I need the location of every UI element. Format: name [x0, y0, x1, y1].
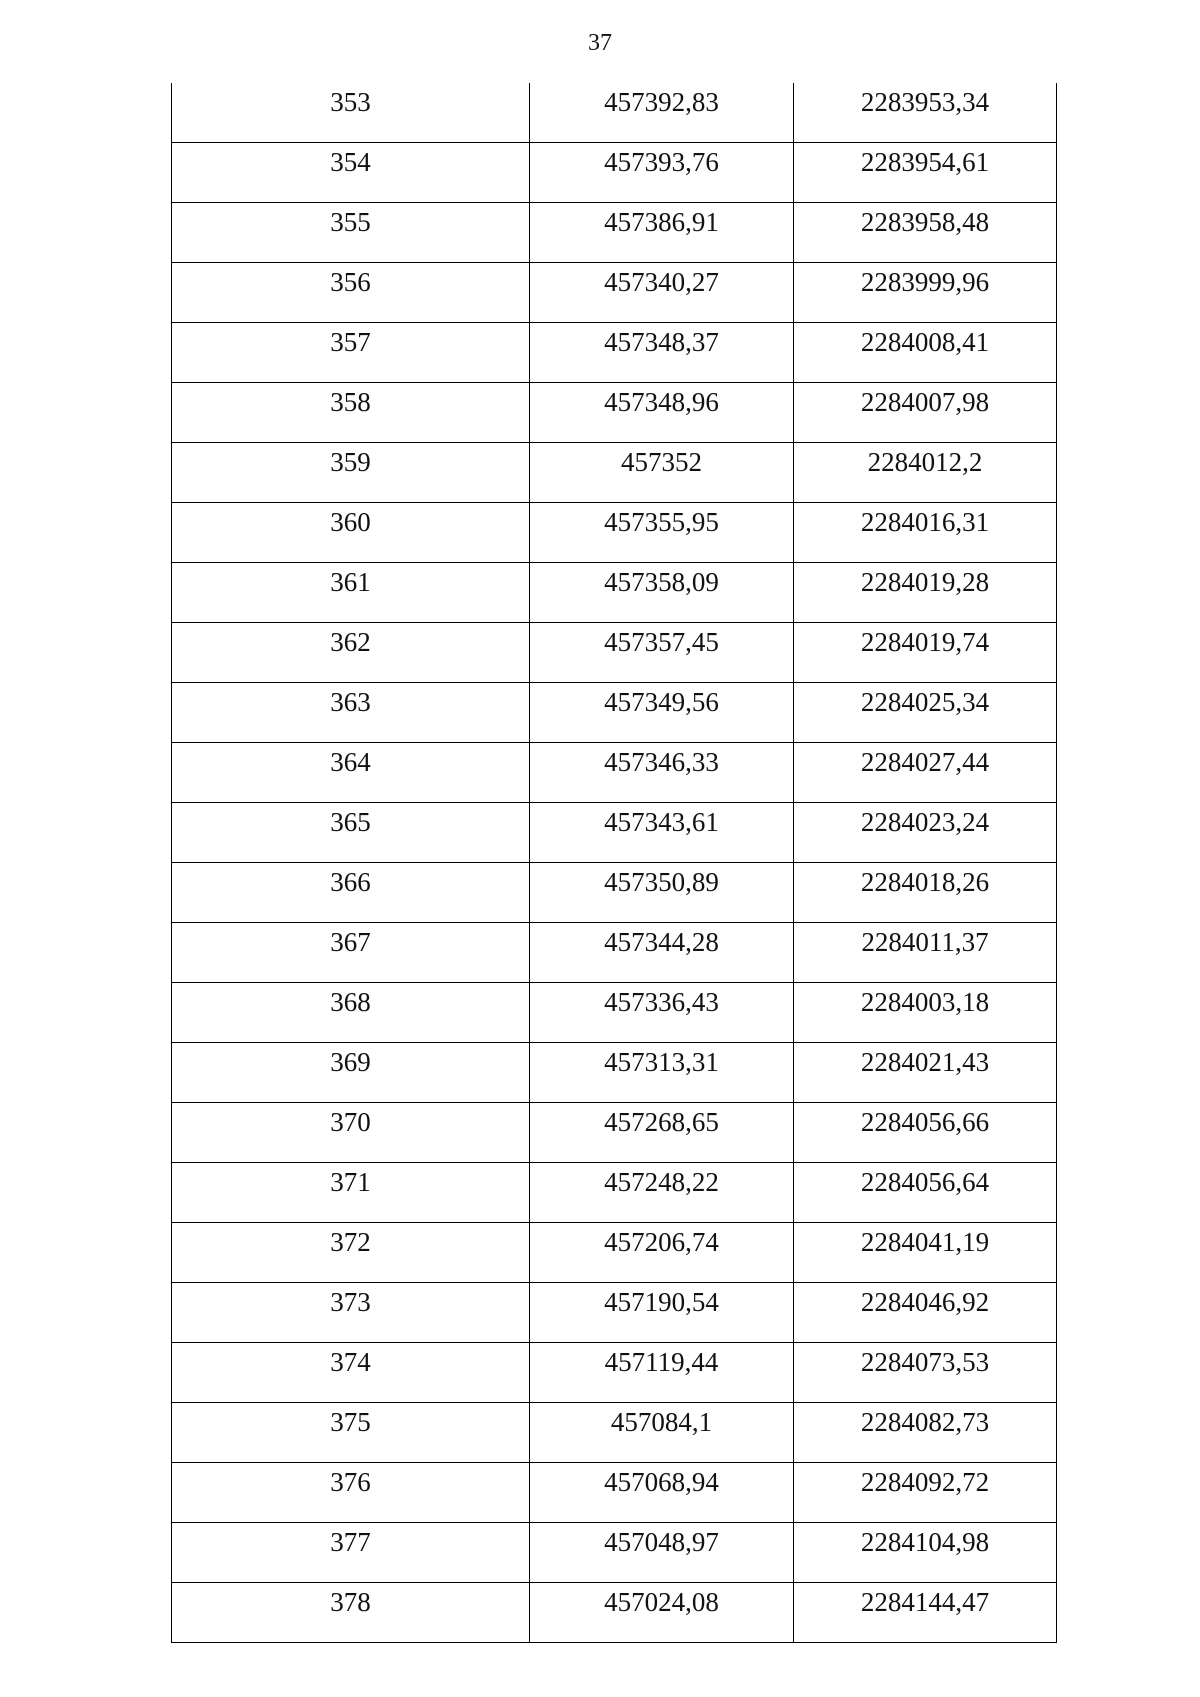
y-coordinate-cell: 2283953,34 [794, 83, 1057, 143]
point-number-cell: 356 [172, 263, 530, 323]
y-coordinate-cell: 2283958,48 [794, 203, 1057, 263]
point-number-cell: 365 [172, 803, 530, 863]
x-coordinate-cell: 457352 [530, 443, 794, 503]
x-coordinate-cell: 457048,97 [530, 1523, 794, 1583]
point-number-cell: 360 [172, 503, 530, 563]
table-row [172, 1223, 1057, 1283]
x-coordinate-cell: 457336,43 [530, 983, 794, 1043]
table-row [172, 1163, 1057, 1223]
y-coordinate-cell: 2284012,2 [794, 443, 1057, 503]
table-row [172, 1523, 1057, 1583]
point-number-cell: 378 [172, 1583, 530, 1643]
table-row [172, 1343, 1057, 1403]
x-coordinate-cell: 457358,09 [530, 563, 794, 623]
point-number-cell: 371 [172, 1163, 530, 1223]
point-number-cell: 353 [172, 83, 530, 143]
y-coordinate-cell: 2284016,31 [794, 503, 1057, 563]
x-coordinate-cell: 457392,83 [530, 83, 794, 143]
point-number-cell: 374 [172, 1343, 530, 1403]
table-row [172, 1283, 1057, 1343]
table-row [172, 623, 1057, 683]
x-coordinate-cell: 457355,95 [530, 503, 794, 563]
y-coordinate-cell: 2284019,74 [794, 623, 1057, 683]
point-number-cell: 363 [172, 683, 530, 743]
point-number-cell: 355 [172, 203, 530, 263]
x-coordinate-cell: 457084,1 [530, 1403, 794, 1463]
y-coordinate-cell: 2284025,34 [794, 683, 1057, 743]
x-coordinate-cell: 457348,96 [530, 383, 794, 443]
x-coordinate-cell: 457206,74 [530, 1223, 794, 1283]
y-coordinate-cell: 2284027,44 [794, 743, 1057, 803]
y-coordinate-cell: 2284011,37 [794, 923, 1057, 983]
point-number-cell: 370 [172, 1103, 530, 1163]
point-number-cell: 361 [172, 563, 530, 623]
y-coordinate-cell: 2284023,24 [794, 803, 1057, 863]
table-row [172, 923, 1057, 983]
table-row [172, 863, 1057, 923]
x-coordinate-cell: 457393,76 [530, 143, 794, 203]
y-coordinate-cell: 2283954,61 [794, 143, 1057, 203]
table-row [172, 683, 1057, 743]
x-coordinate-cell: 457268,65 [530, 1103, 794, 1163]
point-number-cell: 369 [172, 1043, 530, 1103]
table-row [172, 143, 1057, 203]
table-row [172, 983, 1057, 1043]
y-coordinate-cell: 2284008,41 [794, 323, 1057, 383]
point-number-cell: 375 [172, 1403, 530, 1463]
table-row [172, 503, 1057, 563]
y-coordinate-cell: 2284056,64 [794, 1163, 1057, 1223]
x-coordinate-cell: 457349,56 [530, 683, 794, 743]
y-coordinate-cell: 2284019,28 [794, 563, 1057, 623]
y-coordinate-cell: 2284073,53 [794, 1343, 1057, 1403]
y-coordinate-cell: 2284018,26 [794, 863, 1057, 923]
y-coordinate-cell: 2284144,47 [794, 1583, 1057, 1643]
table-row [172, 263, 1057, 323]
point-number-cell: 358 [172, 383, 530, 443]
x-coordinate-cell: 457024,08 [530, 1583, 794, 1643]
y-coordinate-cell: 2284041,19 [794, 1223, 1057, 1283]
point-number-cell: 367 [172, 923, 530, 983]
point-number-cell: 368 [172, 983, 530, 1043]
point-number-cell: 357 [172, 323, 530, 383]
x-coordinate-cell: 457346,33 [530, 743, 794, 803]
y-coordinate-cell: 2284003,18 [794, 983, 1057, 1043]
y-coordinate-cell: 2284007,98 [794, 383, 1057, 443]
coordinates-table [171, 83, 1057, 1643]
x-coordinate-cell: 457068,94 [530, 1463, 794, 1523]
table-row [172, 383, 1057, 443]
y-coordinate-cell: 2284056,66 [794, 1103, 1057, 1163]
table-row [172, 323, 1057, 383]
point-number-cell: 354 [172, 143, 530, 203]
table-row [172, 443, 1057, 503]
y-coordinate-cell: 2284104,98 [794, 1523, 1057, 1583]
point-number-cell: 359 [172, 443, 530, 503]
point-number-cell: 377 [172, 1523, 530, 1583]
table-row [172, 1583, 1057, 1643]
page-number: 37 [588, 30, 612, 56]
coordinates-table-body [172, 83, 1057, 1643]
point-number-cell: 376 [172, 1463, 530, 1523]
table-row [172, 83, 1057, 143]
x-coordinate-cell: 457357,45 [530, 623, 794, 683]
x-coordinate-cell: 457344,28 [530, 923, 794, 983]
table-row [172, 1103, 1057, 1163]
x-coordinate-cell: 457343,61 [530, 803, 794, 863]
x-coordinate-cell: 457119,44 [530, 1343, 794, 1403]
table-row [172, 563, 1057, 623]
x-coordinate-cell: 457190,54 [530, 1283, 794, 1343]
table-row [172, 803, 1057, 863]
y-coordinate-cell: 2284082,73 [794, 1403, 1057, 1463]
table-row [172, 1043, 1057, 1103]
y-coordinate-cell: 2283999,96 [794, 263, 1057, 323]
x-coordinate-cell: 457386,91 [530, 203, 794, 263]
x-coordinate-cell: 457313,31 [530, 1043, 794, 1103]
x-coordinate-cell: 457348,37 [530, 323, 794, 383]
y-coordinate-cell: 2284046,92 [794, 1283, 1057, 1343]
table-row [172, 203, 1057, 263]
table-row [172, 743, 1057, 803]
y-coordinate-cell: 2284092,72 [794, 1463, 1057, 1523]
point-number-cell: 362 [172, 623, 530, 683]
point-number-cell: 364 [172, 743, 530, 803]
point-number-cell: 372 [172, 1223, 530, 1283]
table-row [172, 1463, 1057, 1523]
y-coordinate-cell: 2284021,43 [794, 1043, 1057, 1103]
x-coordinate-cell: 457340,27 [530, 263, 794, 323]
point-number-cell: 373 [172, 1283, 530, 1343]
point-number-cell: 366 [172, 863, 530, 923]
x-coordinate-cell: 457248,22 [530, 1163, 794, 1223]
x-coordinate-cell: 457350,89 [530, 863, 794, 923]
table-row [172, 1403, 1057, 1463]
